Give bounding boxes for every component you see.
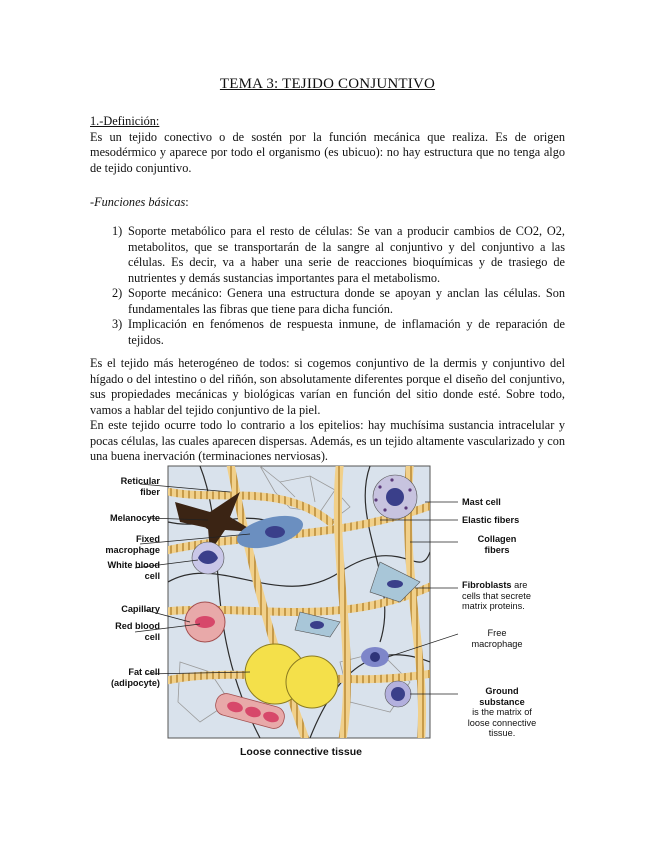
- definition-paragraph: Es un tejido conectivo o de sostén por la función mecánica que realiza. Es de origen mesodérmico y aparece por todo el organismo (es ubicuo): no hay estructura que no tenga algo de tejido conjuntivo.: [90, 129, 565, 175]
- functions-heading: -Funciones básicas: [90, 195, 186, 209]
- functions-list-block: [90, 224, 565, 348]
- label-mast-cell: Mast cell: [462, 497, 501, 507]
- label-capillary: Capillary: [121, 604, 160, 614]
- label-elastic-fibers: Elastic fibers: [462, 515, 520, 525]
- label-fat-cell: Fat cell (adipocyte): [110, 667, 160, 688]
- mast-cell: [373, 475, 417, 519]
- label-fibroblasts: Fibroblasts are cells that secrete matrix proteins.: [462, 580, 531, 611]
- functions-list: [90, 224, 565, 348]
- list-item: 1) Soporte metabólico para el resto de células: Se van a producir cambios de CO2, O2, metabolitos, que se transportarán de la sangre al conjuntivo y del conjuntivo a las células. Es decir, va a haber una serie de reacciones bioquímicas y de trasiego de nutrientes y demás sustancias importantes para el metabolismo.: [112, 224, 565, 285]
- page-title: TEMA 3: TEJIDO CONJUNTIVO: [219, 76, 436, 92]
- label-free-macrophage: Free macrophage: [471, 628, 523, 649]
- lymphocyte-cell: [385, 681, 411, 707]
- figure-caption: Loose connective tissue: [240, 746, 362, 758]
- tissue-features-paragraph: En este tejido ocurre todo lo contrario a los epitelios: hay muchísima sustancia intracelular y pocas células, las cuales aparecen dispersas. Además, es un tejido altamente vascularizado y con una buena inervación (terminaciones nerviosas).: [90, 418, 565, 463]
- label-red-blood-cell: Red blood cell: [115, 621, 160, 642]
- definition-section: [90, 114, 565, 176]
- white-blood-cell: [192, 542, 224, 574]
- free-macrophage-cell: [361, 647, 389, 667]
- definition-heading: 1.-Definición:: [90, 114, 160, 128]
- label-melanocyte: Melanocyte: [109, 513, 160, 523]
- capillary-vessel: [185, 602, 225, 642]
- connective-tissue-figure: [80, 462, 560, 762]
- functions-heading-colon: :: [185, 195, 189, 209]
- label-reticular-fiber: Reticular fiber: [120, 476, 160, 497]
- list-item: 2) Soporte mecánico: Genera una estructura donde se apoyan y anclan las células. Son fundamentales las fibras que tiene para dicha función.: [112, 286, 565, 316]
- label-fixed-macrophage: Fixed macrophage: [105, 534, 160, 555]
- label-collagen-fibers: Collagen fibers: [477, 534, 517, 555]
- heterogeneity-paragraph: Es el tejido más heterogéneo de todos: si cogemos conjuntivo de la dermis y conjuntivo del hígado o del intestino o del riñón, son absolutamente diferentes porque el diseño del conjuntivo, sus propiedades mecánicas y biológicas varían en función del sitio donde esté. Sobre todo, vamos a hablar del tejido conjuntivo de la piel.: [90, 356, 565, 417]
- label-white-blood-cell: White blood cell: [107, 560, 160, 581]
- label-ground-substance: Ground substance is the matrix of loose connective tissue.: [467, 686, 537, 738]
- list-item: 3) Implicación en fenómenos de respuesta inmune, de inflamación y de reparación de tejidos.: [112, 317, 565, 347]
- functions-heading-line: [90, 195, 565, 211]
